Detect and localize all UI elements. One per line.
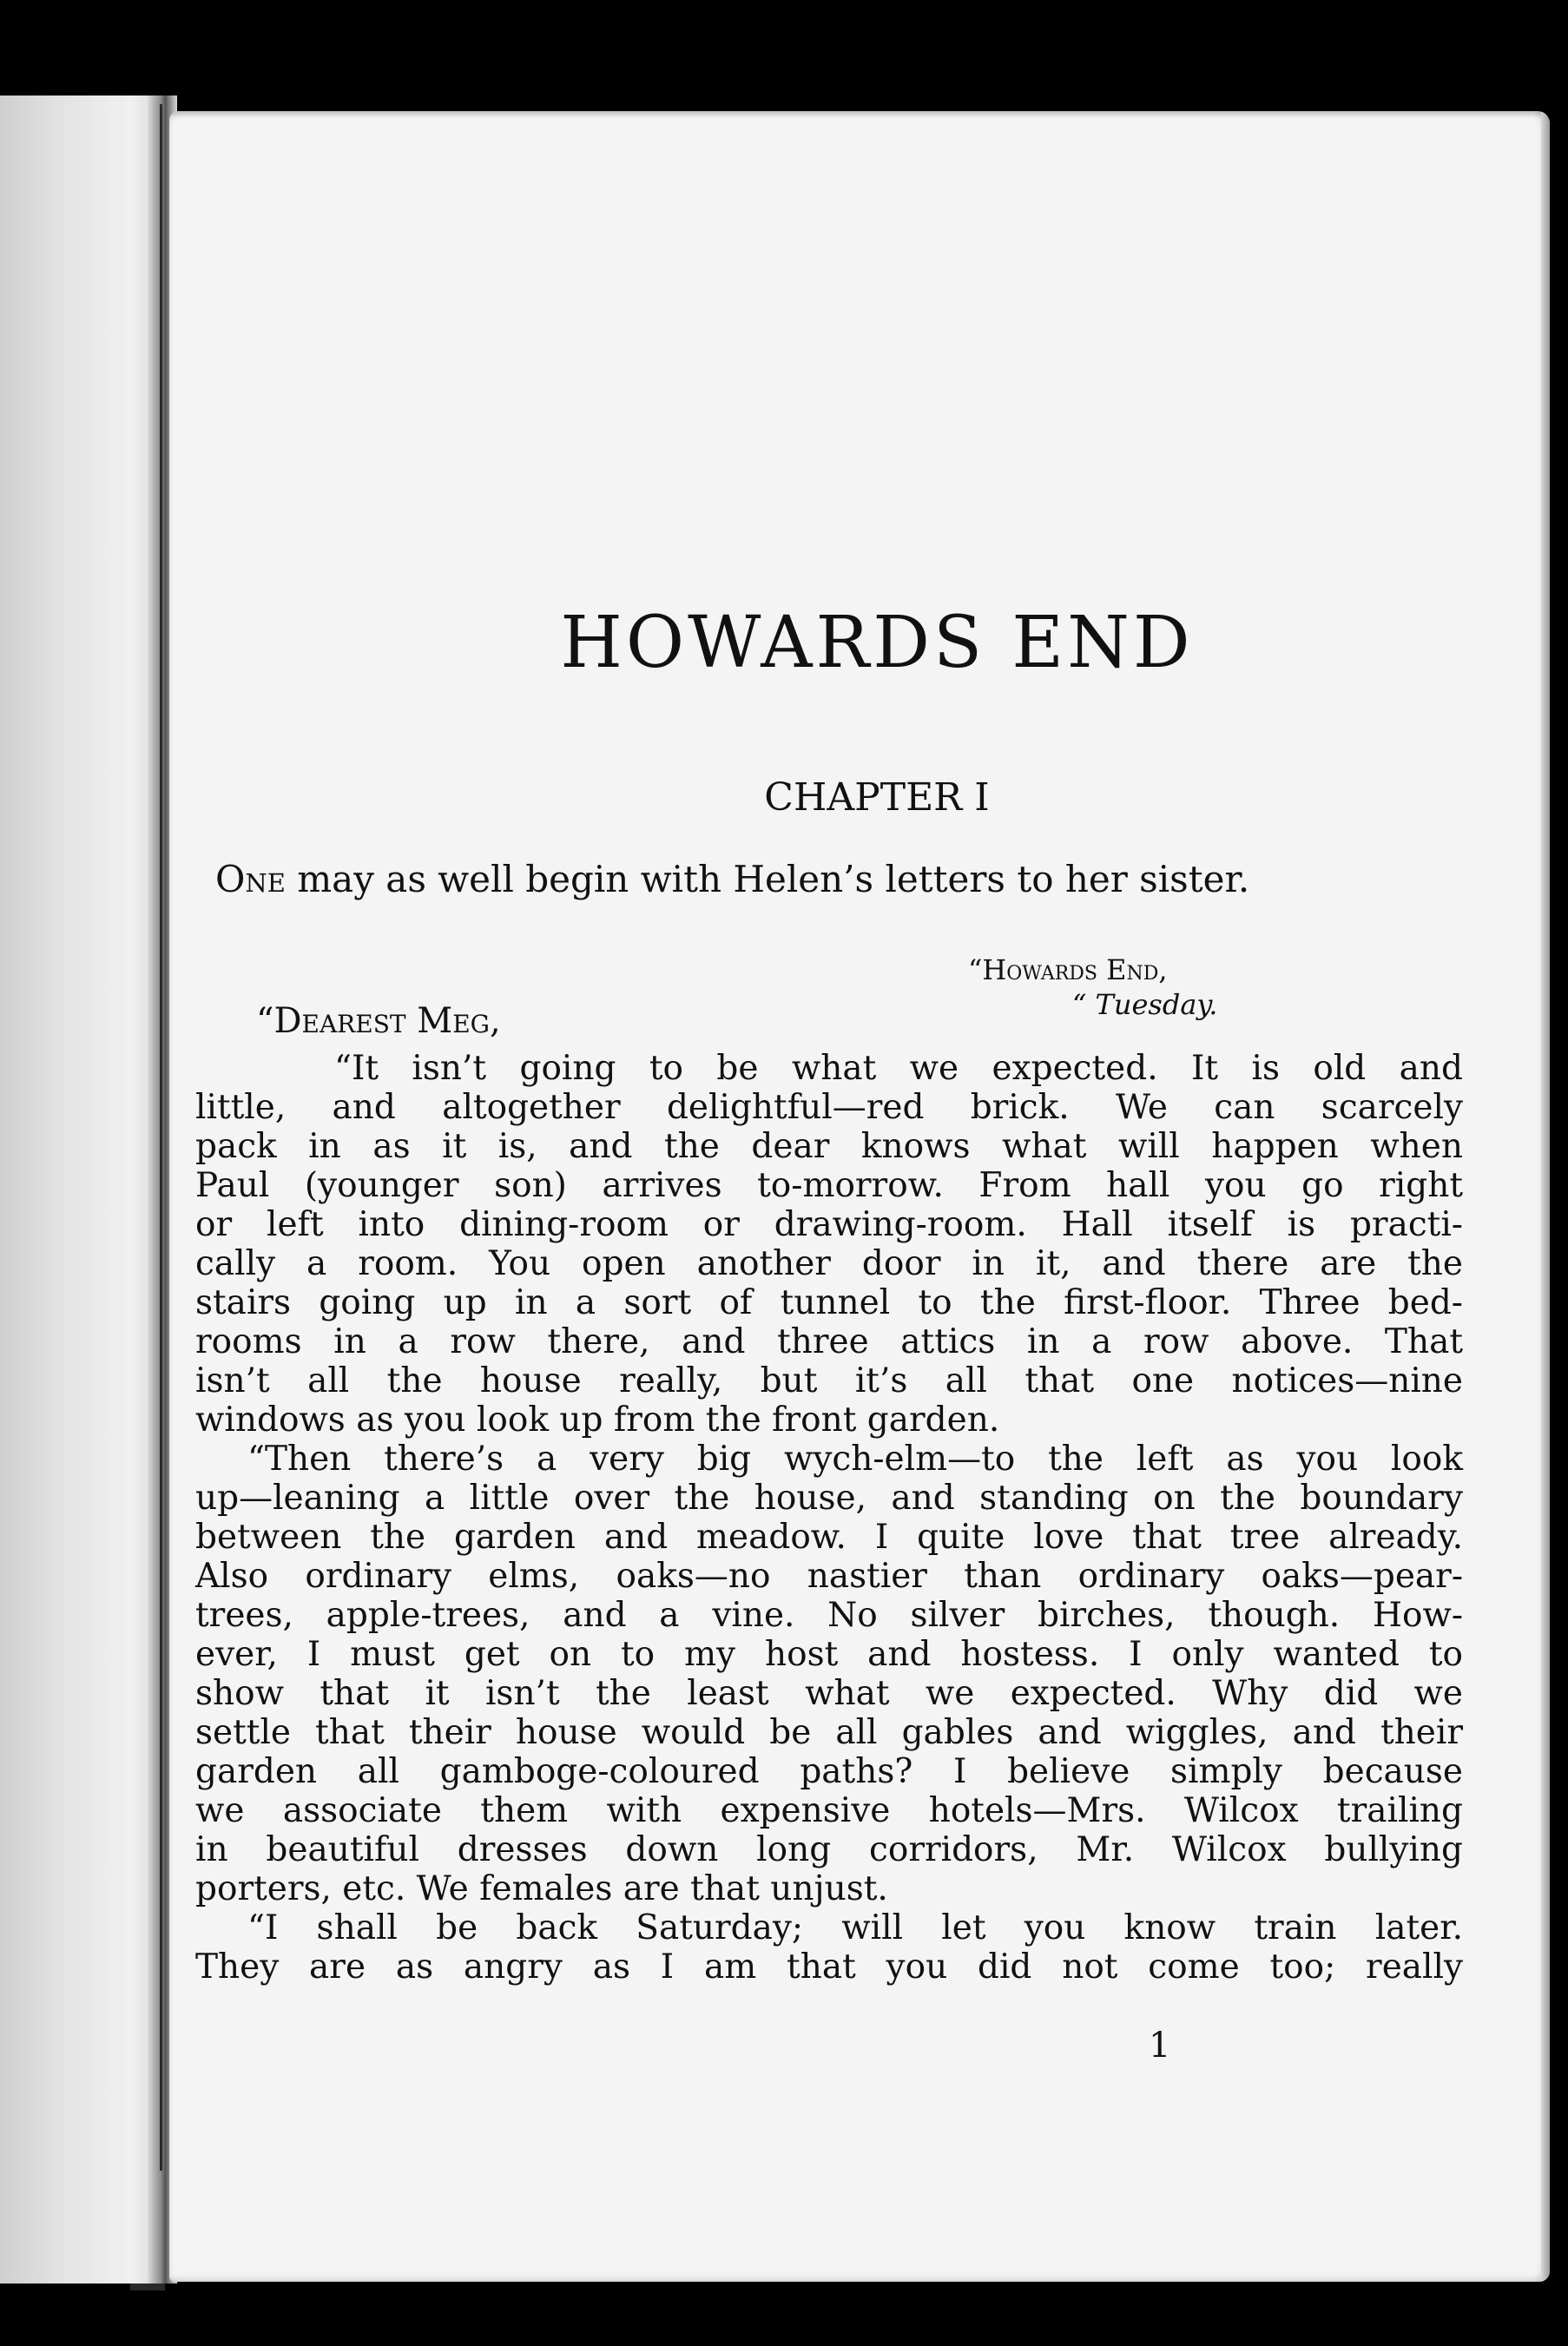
chapter-opening-line (215, 858, 1457, 900)
opening-rest: may as well begin with Helen’s letters to her sister. (285, 858, 1250, 900)
text-line: ever, I must get on to my host and hostess. I only wanted to (195, 1635, 1463, 1674)
text-line: rooms in a row there, and three attics in a row above. That (195, 1322, 1463, 1361)
text-line: “Then there’s a very big wych-elm—to the left as you look (247, 1440, 1463, 1479)
text-line: Paul (younger son) arrives to-morrow. From hall you go right (195, 1166, 1463, 1205)
chapter-heading: CHAPTER I (764, 775, 990, 820)
text-line: Also ordinary elms, oaks—no nastier than ordinary oaks—pear- (195, 1557, 1463, 1596)
text-line: pack in as it is, and the dear knows what will happen when (195, 1127, 1463, 1166)
text-line: stairs going up in a sort of tunnel to the first-floor. Three bed- (195, 1283, 1463, 1322)
text-line: little, and altogether delightful—red brick. We can scarcely (195, 1088, 1463, 1127)
facing-page-edge (0, 96, 163, 2283)
text-line: porters, etc. We females are that unjust. (195, 1869, 888, 1908)
text-line: in beautiful dresses down long corridors, Mr. Wilcox bullying (195, 1830, 1463, 1869)
text-line: up—leaning a little over the house, and standing on the boundary (195, 1479, 1463, 1518)
book-page (169, 111, 1550, 2282)
book-title: HOWARDS END (560, 602, 1194, 684)
text-line: garden all gamboge-coloured paths? I believe simply because (195, 1752, 1463, 1791)
opening-first-word: One (215, 858, 286, 900)
letter-salutation: “Dearest Meg, (256, 1001, 501, 1041)
text-line: windows as you look up from the front garden. (195, 1400, 1000, 1440)
text-line: “I shall be back Saturday; will let you know train later. (247, 1908, 1463, 1947)
text-line: between the garden and meadow. I quite love that tree already. (195, 1518, 1463, 1557)
text-line: cally a room. You open another door in it, and there are the (195, 1244, 1463, 1283)
scan-artifact (130, 2283, 165, 2290)
text-line: isn’t all the house really, but it’s all that one notices—nine (195, 1361, 1463, 1400)
text-line: “It isn’t going to be what we expected. It is old and (334, 1049, 1463, 1088)
letter-body (195, 1049, 1463, 1987)
letter-date: “ Tuesday. (1072, 988, 1218, 1021)
text-line: or left into dining-room or drawing-room. Hall itself is practi- (195, 1205, 1463, 1244)
text-line: show that it isn’t the least what we expected. Why did we (195, 1674, 1463, 1713)
text-line: we associate them with expensive hotels—Mrs. Wilcox trailing (195, 1791, 1463, 1830)
page-edge (1541, 111, 1550, 2282)
text-line: They are as angry as I am that you did not come too; really (195, 1947, 1463, 1987)
page-number: 1 (1149, 2026, 1171, 2066)
letter-place: “Howards End, (968, 953, 1168, 986)
text-line: trees, apple-trees, and a vine. No silver birches, though. How- (195, 1596, 1463, 1635)
text-line: settle that their house would be all gables and wiggles, and their (195, 1713, 1463, 1752)
spine-line (160, 104, 162, 2171)
